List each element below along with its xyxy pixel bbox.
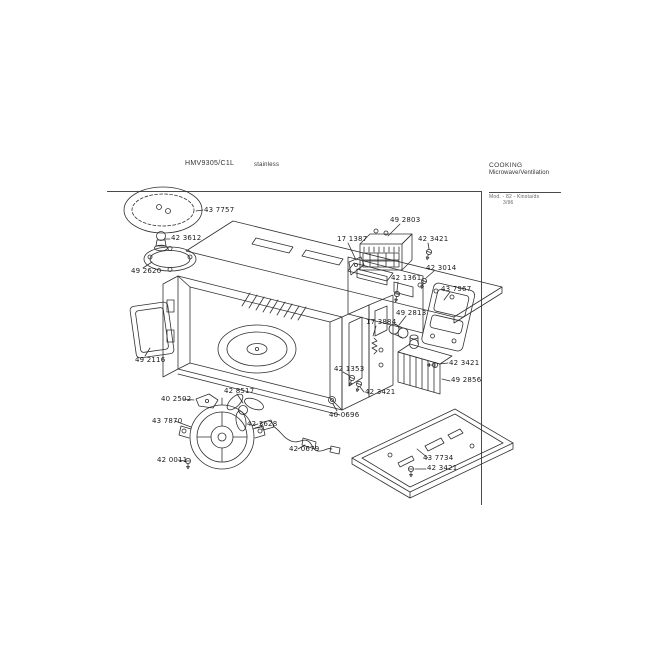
transformer-icon xyxy=(360,229,412,270)
part-number-label: 43 7734 xyxy=(423,454,454,462)
part-number-label: 42 1361 xyxy=(391,274,422,282)
part-number-label: 42 3612 xyxy=(171,234,202,242)
part-number-label: 40 0696 xyxy=(329,411,360,419)
category-name: COOKING xyxy=(489,162,523,169)
part-number-label: 43 7967 xyxy=(441,285,472,293)
model-number: HMV9305/C1L xyxy=(185,160,235,167)
part-number-label: 49 2116 xyxy=(135,356,166,364)
door-latch-parts xyxy=(372,324,408,354)
part-number-label: 43 7870 xyxy=(152,417,183,425)
part-number-label: 42 3628 xyxy=(247,420,278,428)
part-number-label: 49 2813 xyxy=(396,309,427,317)
part-number-label: 42 8517 xyxy=(224,387,255,395)
part-number-label: 42 0679 xyxy=(289,445,320,453)
screw-icons xyxy=(185,249,437,477)
part-number-label: 42 0011 xyxy=(157,456,188,464)
part-number-label: 42 3421 xyxy=(418,235,449,243)
part-number-label: 43 7757 xyxy=(204,206,235,214)
part-number-label: 40 2502 xyxy=(161,395,192,403)
finish-name: stainless xyxy=(254,162,280,168)
part-number-label: 42 3421 xyxy=(449,359,480,367)
part-number-label: 42 3014 xyxy=(426,264,457,272)
part-number-label: 49 2620 xyxy=(131,267,162,275)
part-number-label: 42 3421 xyxy=(427,464,458,472)
part-number-label: 42 1353 xyxy=(334,365,365,373)
part-number-label: 17 1387 xyxy=(337,235,368,243)
part-number-label: 49 2856 xyxy=(451,376,482,384)
subcategory-name: Microwave/Ventilation xyxy=(489,170,550,176)
turntable-tray-icon xyxy=(124,187,202,233)
motor-bracket-icon xyxy=(196,394,218,408)
part-number-label: 49 2803 xyxy=(390,216,421,224)
footnote-line2: 3/96 xyxy=(503,200,514,206)
footnote-line1: Mod. - 82 - Kinsta/ds xyxy=(489,194,540,200)
part-number-label: 17 3884 xyxy=(366,318,397,326)
part-number-label: 42 3421 xyxy=(365,388,396,396)
